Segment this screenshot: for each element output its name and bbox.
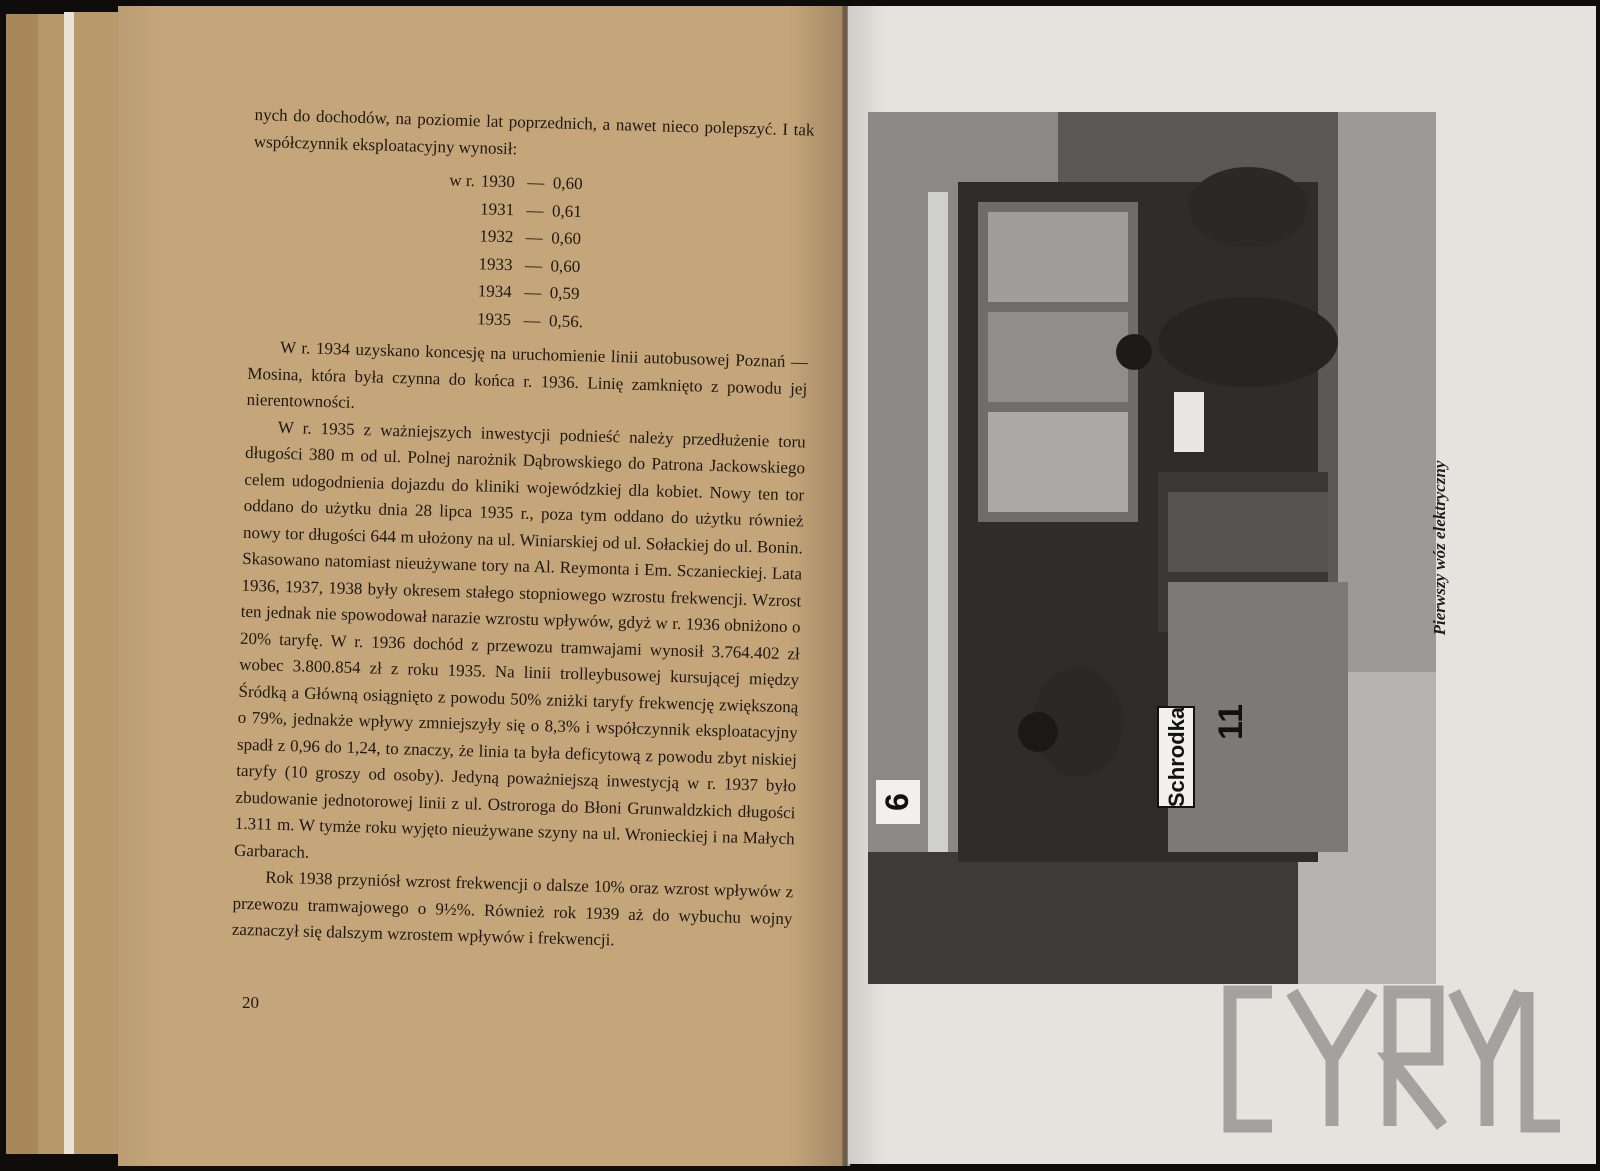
- body-paragraph: Rok 1938 przyniósł wzrost frekwencji o dalsze 10% oraz wzrost wpływów z przewozu tramwajowego o 9½%. Również rok 1939 aż do wybuchu wojny zaznaczył się dalszym wzrostem wpływów i frekwencji.: [231, 867, 794, 950]
- coefficient-value: 0,60: [550, 255, 581, 276]
- photo-caption: Pierwszy wóz elektryczny: [1430, 460, 1449, 636]
- page-stack-edge: [74, 12, 124, 1154]
- body-paragraph: W r. 1935 z ważniejszych inwestycji podnieść należy przedłużenie toru długości 380 m od ul. Polnej narożnik Dąbrowskiego do Patrona Jackowskiego celem udogodnienia dojazdu do kliniki wojewódzkiej dla kobiet. Nowy ten tor oddano do użytku dnia 28 lipca 1935 r., poza tym oddano do użytku również nowy tor długości 644 m ułożony na ul. Winiarskiej od ul. Sołackiej do ul. Bonin. Skasowano natomiast nieużywane tory na Al. Reymonta i Em. Sczanieckiej. Lata 1936, 1937, 1938 były okresem stałego stopniowego wzrostu frekwencji. Wzrost ten jednak nie spowodował narazie wzrostu wpływów, gdyż w r. 1936 obniżono o 20% taryfę. W r. 1936 dochód z przewozu tramwajami wynosił 3.764.402 zł wobec 3.800.854 zł z roku 1935. Na linii trolleybusowej kursującej między Śródką a Główną osiągnięto z powodu 50% zniżki taryfy frekwencję zwiększoną o 79%, jednakże wpływy zmniejszyły się o 8,3% i współczynnik eksploatacyjny spadł z 0,96 do 1,24, to znaczy, że linia ta była deficytową z powodu zbyt niskiej taryfy (10 groszy od osoby). Jedyną poważniejszą inwestycją w r. 1937 było zbudowanie jednotorowej linii z ul. Ostroroga do Błoni Grunwaldzkich długości 1.311 m. W tymże roku wyjęto nieużywane szyny na ul. Wronieckiej i na Małych Garbarach.: [233, 417, 807, 862]
- page-number: 20: [242, 993, 259, 1012]
- line-number-text: 11: [1212, 704, 1250, 740]
- coefficient-dash: —: [525, 227, 544, 248]
- intro-paragraph: nych do dochodów, na poziomie lat poprzednich, a nawet nieco polepszyć. I tak współczynnik eksploatacyjny wynosił:: [253, 104, 815, 158]
- watermark-svg: [1222, 984, 1562, 1134]
- cyryl-watermark-logo: [1222, 984, 1562, 1139]
- coefficient-value: 0,59: [549, 283, 580, 304]
- coefficient-prefix: w r.: [449, 170, 476, 191]
- front-number-text: 6: [879, 793, 915, 811]
- coefficient-dash: —: [527, 172, 545, 193]
- page-text: [232, 102, 815, 959]
- coefficient-value: 0,61: [551, 200, 583, 221]
- body-paragraph: W r. 1934 uzyskano koncesję na uruchomienie linii autobusowej Poznań — Mosina, która była czynna do końca r. 1936. Linię zamknięto z powodu jej nierentowności.: [246, 337, 809, 412]
- coefficient-year: 1932: [479, 226, 514, 247]
- page-stack-edge-light: [64, 12, 74, 1154]
- coefficient-dash: —: [524, 255, 543, 275]
- coefficient-table: [249, 161, 813, 342]
- tram-photo-drawing: [868, 112, 1436, 984]
- coefficient-value: 0,56.: [548, 310, 584, 331]
- coefficient-year: 1934: [477, 281, 513, 302]
- coefficient-value: 0,60: [552, 173, 583, 194]
- coefficient-value: 0,60: [551, 228, 582, 249]
- coefficient-year: 1931: [479, 198, 515, 219]
- coefficient-dash: —: [524, 282, 542, 303]
- tram-photo: [868, 112, 1436, 984]
- coefficient-year: 1930: [480, 171, 516, 192]
- route-sign-text: Schrodka: [1164, 706, 1189, 808]
- coefficient-dash: —: [526, 200, 544, 220]
- coefficient-year: 1933: [478, 253, 513, 274]
- coefficient-dash: —: [523, 310, 541, 330]
- coefficient-year: 1935: [476, 308, 512, 329]
